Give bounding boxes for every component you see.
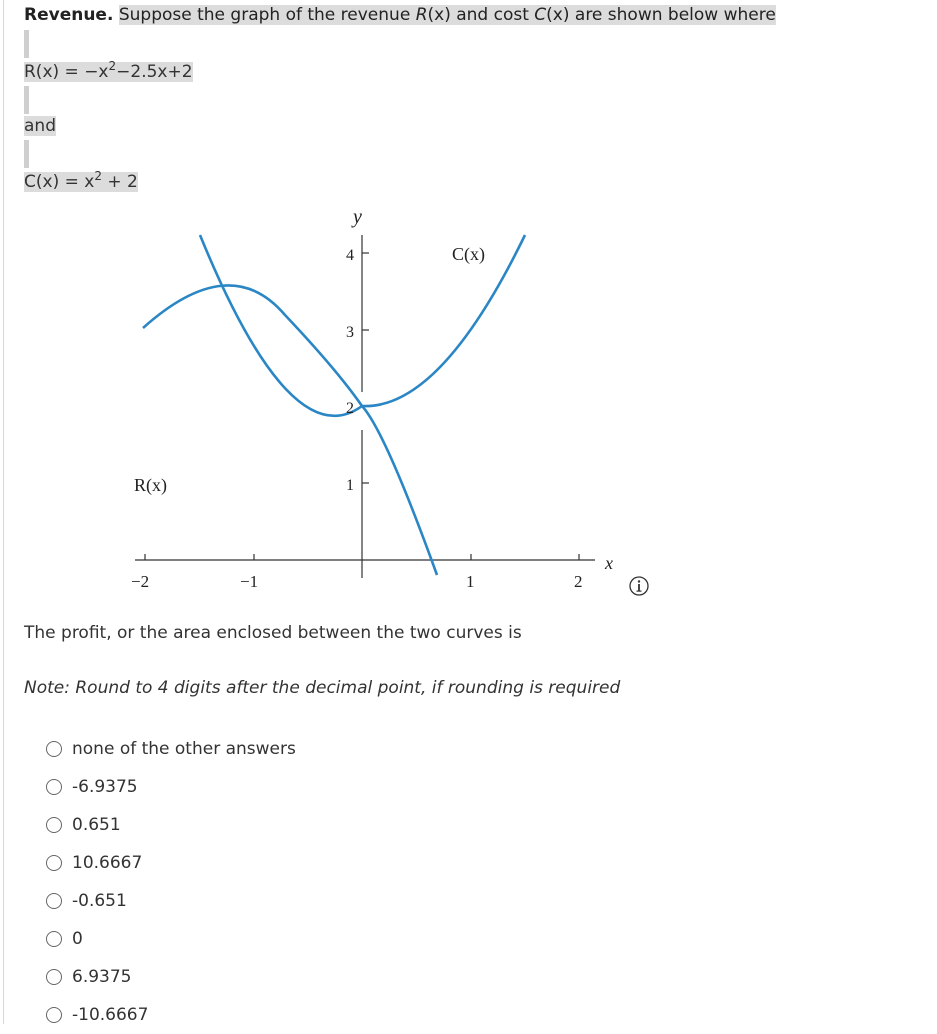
answer-option[interactable]	[46, 806, 296, 844]
answer-option[interactable]	[46, 996, 296, 1034]
profit-text: The profit, or the area enclosed between the two curves is	[24, 623, 522, 643]
option-label: -10.6667	[72, 1005, 149, 1025]
rounding-note: Note: Round to 4 digits after the decimal point, if rounding is required	[24, 678, 621, 698]
and-label: and	[24, 116, 56, 136]
y-tick-label: 1	[346, 477, 354, 494]
revenue-definition-highlight	[24, 59, 193, 82]
question-title: Revenue.	[24, 5, 114, 25]
c-def-suffix: + 2	[101, 172, 138, 192]
radio-button[interactable]	[46, 1007, 62, 1023]
option-label: 6.9375	[72, 967, 132, 987]
intro-x2: (x)	[546, 5, 570, 25]
x-axis-label: x	[605, 553, 613, 573]
intro-text-3: are shown below where	[569, 5, 776, 25]
r-def-exponent: 2	[108, 59, 117, 73]
answer-options	[46, 730, 296, 1034]
cost-curve-label: C(x)	[452, 244, 485, 264]
x-tick-label: 1	[466, 572, 475, 590]
highlight-bar	[24, 86, 29, 114]
cost-definition-highlight	[24, 169, 138, 192]
x-tick-label: 2	[574, 572, 583, 590]
question-intro-highlight	[119, 5, 776, 25]
answer-option[interactable]	[46, 882, 296, 920]
cost-definition	[24, 170, 138, 194]
c-def-prefix: C(x) = x	[24, 172, 95, 192]
y-tick-label: 3	[346, 324, 354, 341]
c-def-exponent: 2	[94, 169, 102, 183]
revenue-cost-graph	[0, 200, 700, 590]
r-def-suffix: −2.5x+2	[116, 62, 193, 82]
intro-x1: (x)	[427, 5, 451, 25]
and-text	[24, 114, 56, 138]
intro-c: C	[534, 5, 547, 25]
answer-option[interactable]	[46, 730, 296, 768]
option-label: 10.6667	[72, 853, 143, 873]
radio-button[interactable]	[46, 779, 62, 795]
intro-text-2: and cost	[450, 5, 535, 25]
answer-option[interactable]	[46, 958, 296, 996]
radio-button[interactable]	[46, 893, 62, 909]
question-intro	[24, 3, 776, 27]
answer-option[interactable]	[46, 844, 296, 882]
highlight-bar	[24, 140, 29, 168]
answer-option[interactable]	[46, 768, 296, 806]
radio-button[interactable]	[46, 931, 62, 947]
radio-button[interactable]	[46, 855, 62, 871]
option-label: 0	[72, 929, 83, 949]
revenue-definition	[24, 60, 193, 84]
radio-button[interactable]	[46, 817, 62, 833]
option-label: -0.651	[72, 891, 127, 911]
r-def-prefix: R(x) = −x	[24, 62, 109, 82]
x-tick-label: −1	[240, 572, 259, 590]
intro-r: R	[415, 5, 428, 25]
highlight-bar	[24, 30, 29, 58]
option-label: 0.651	[72, 815, 121, 835]
answer-option[interactable]	[46, 920, 296, 958]
x-tick-label: −2	[131, 572, 150, 590]
radio-button[interactable]	[46, 969, 62, 985]
y-tick-label: 2	[346, 400, 354, 417]
info-icon[interactable]	[629, 576, 649, 596]
intro-text-1: Suppose the graph of the revenue	[118, 5, 416, 25]
revenue-curve-label: R(x)	[134, 475, 167, 495]
revenue-curve	[143, 285, 437, 575]
radio-button[interactable]	[46, 741, 62, 757]
option-label: none of the other answers	[72, 739, 296, 759]
y-axis-label: y	[353, 206, 362, 228]
y-tick-label: 4	[346, 247, 354, 264]
option-label: -6.9375	[72, 777, 138, 797]
